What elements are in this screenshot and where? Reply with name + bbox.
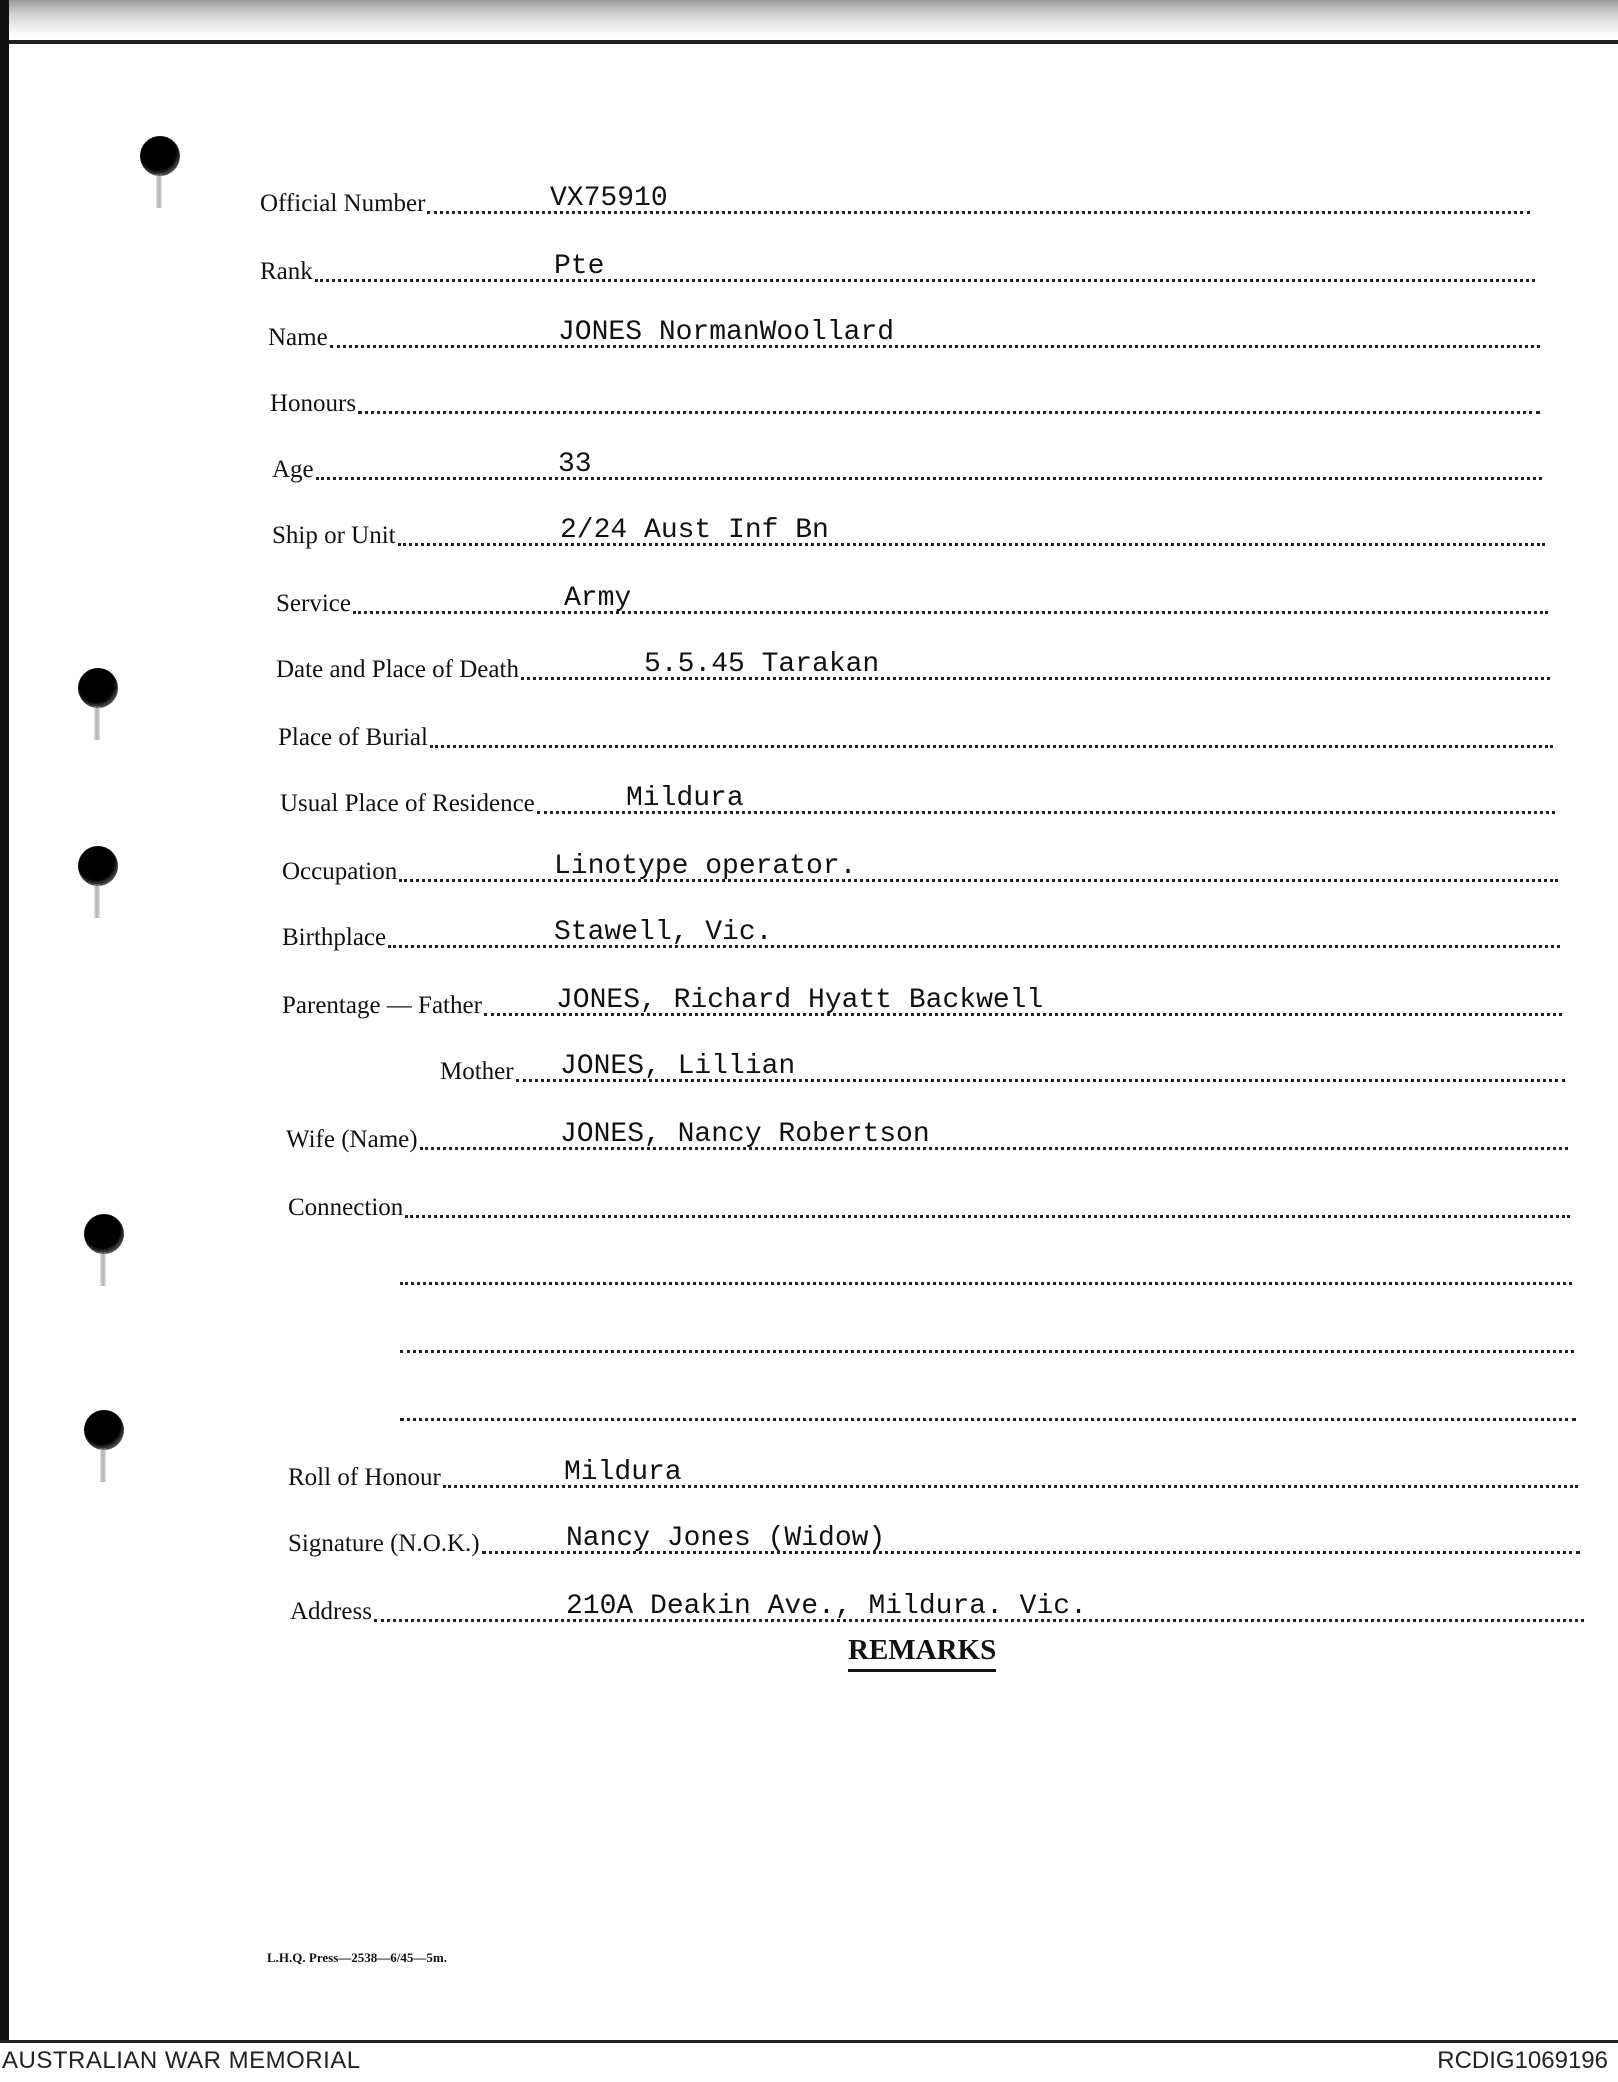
punch-hole-4: [84, 1214, 124, 1254]
punch-hole-5: [84, 1410, 124, 1450]
field-label: Service: [276, 590, 351, 617]
field-label: Rank: [260, 258, 313, 285]
connection-line-4: [400, 1418, 1576, 1421]
field-label: Official Number: [260, 190, 426, 217]
printer-imprint: L.H.Q. Press—2538—6/45—5m.: [267, 1950, 447, 1965]
field-label: Date and Place of Death: [276, 656, 519, 683]
field-label: Honours: [270, 390, 357, 417]
field-name: [260, 314, 1540, 354]
field-dots: [358, 411, 1540, 414]
field-value: JONES, Richard Hyatt Backwell: [556, 985, 1044, 1016]
field-value: 210A Deakin Ave., Mildura. Vic.: [566, 1591, 1087, 1622]
field-label: Parentage — Father: [282, 992, 482, 1019]
field-value: Mildura: [564, 1457, 682, 1488]
field-honours: [260, 380, 1540, 420]
field-label: Address: [290, 1598, 372, 1625]
page-top-edge: [9, 40, 1618, 44]
field-value: Army: [564, 583, 632, 614]
field-value: 33: [558, 449, 592, 480]
connection-line-2: [400, 1282, 1572, 1285]
field-label: Wife (Name): [286, 1126, 418, 1153]
field-rank: [260, 248, 1535, 288]
field-value: Pte: [554, 251, 605, 282]
remarks-heading: REMARKS: [848, 1634, 996, 1672]
field-dots: [405, 1215, 1570, 1218]
field-signature-nok: [260, 1520, 1580, 1560]
field-roll-of-honour: [260, 1454, 1578, 1494]
scan-left-edge: [0, 0, 9, 2040]
field-service: [260, 580, 1548, 620]
field-occupation: [260, 848, 1558, 888]
field-value: JONES, Lillian: [560, 1051, 796, 1082]
field-connection: [260, 1184, 1570, 1224]
field-official-number: [260, 180, 1530, 220]
field-label: Connection: [288, 1194, 404, 1221]
field-wife-name: [260, 1116, 1568, 1156]
field-dots: [315, 279, 1535, 282]
field-label: Birthplace: [282, 924, 387, 951]
field-value: JONES NormanWoollard: [558, 317, 895, 348]
field-value: JONES, Nancy Robertson: [560, 1119, 930, 1150]
page-bottom-edge: [0, 2040, 1618, 2043]
connection-line-3: [400, 1350, 1574, 1353]
field-label: Place of Burial: [278, 724, 428, 751]
field-label: Signature (N.O.K.): [288, 1530, 480, 1557]
field-label: Mother: [440, 1058, 514, 1085]
field-dots: [330, 345, 1540, 348]
punch-hole-3: [78, 846, 118, 886]
field-label: Roll of Honour: [288, 1464, 441, 1491]
field-value: 5.5.45 Tarakan: [644, 649, 880, 680]
field-birthplace: [260, 914, 1560, 954]
field-address: [260, 1588, 1584, 1628]
punch-hole-1: [140, 136, 180, 176]
field-value: Stawell, Vic.: [554, 917, 773, 948]
footer-institution: AUSTRALIAN WAR MEMORIAL: [2, 2047, 361, 2074]
field-label: Age: [272, 456, 314, 483]
scan-top-edge: [0, 0, 1618, 38]
field-label: Ship or Unit: [272, 522, 396, 549]
field-mother: [260, 1048, 1565, 1088]
field-label: Name: [268, 324, 328, 351]
field-usual-place-of-residence: [260, 780, 1555, 820]
field-age: [260, 446, 1542, 486]
field-value: Mildura: [626, 783, 744, 814]
footer-record-id: RCDIG1069196: [1437, 2047, 1608, 2074]
field-label: Usual Place of Residence: [280, 790, 535, 817]
field-value: Linotype operator.: [554, 851, 857, 882]
field-dots: [430, 745, 1553, 748]
field-date-place-of-death: [260, 646, 1550, 686]
field-value: Nancy Jones (Widow): [566, 1523, 886, 1554]
field-father: [260, 982, 1562, 1022]
field-dots: [353, 611, 1548, 614]
field-value: 2/24 Aust Inf Bn: [560, 515, 829, 546]
field-value: VX75910: [550, 183, 668, 214]
field-label: Occupation: [282, 858, 398, 885]
field-ship-or-unit: [260, 512, 1545, 552]
field-place-of-burial: [260, 714, 1553, 754]
punch-hole-2: [78, 668, 118, 708]
field-dots: [316, 477, 1542, 480]
